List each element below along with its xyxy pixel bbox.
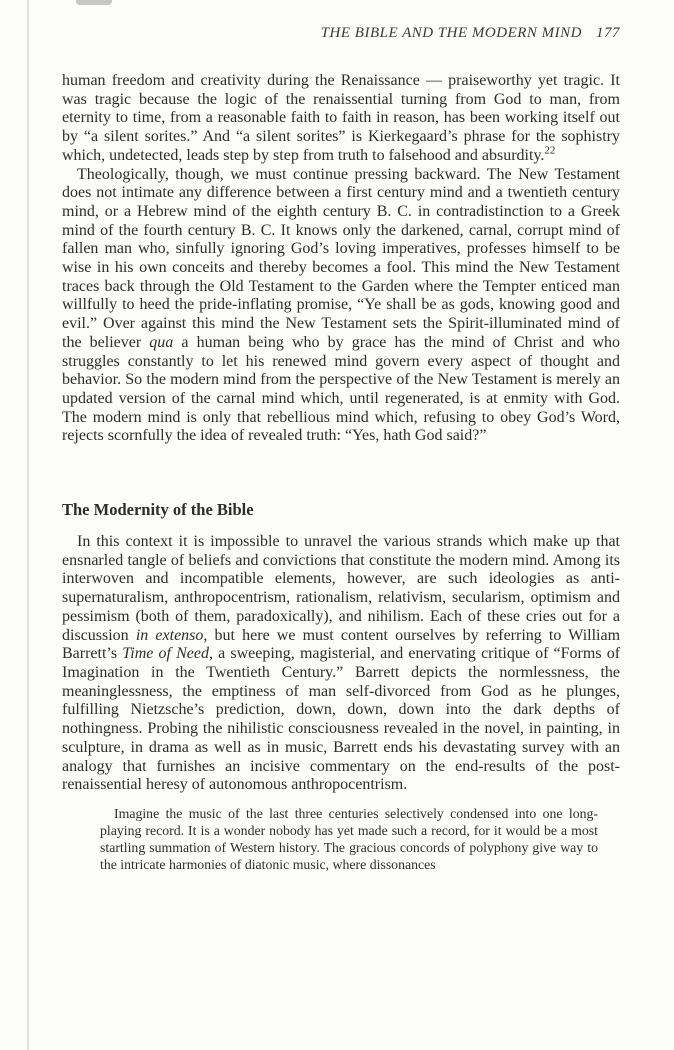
block-quote bbox=[100, 805, 598, 873]
text-run: human freedom and creativity during the Renaissance — praiseworthy yet tragic. It was tragic because the logic of the renaissential turning from God to man, from eternity to time, from a reasonable faith to faith in reason, has been working itself out by “a silent sorites.” And “a silent sorites” is Kierkegaard’s phrase for the sophistry which, undetected, leads step by step from truth to falsehood and absurdity. bbox=[62, 72, 620, 164]
paragraph bbox=[62, 166, 620, 447]
text-run: The Modernity of the Bible bbox=[62, 500, 254, 520]
section-heading bbox=[62, 500, 620, 519]
page-body bbox=[62, 72, 620, 873]
text-run: Imagine the music of the last three centuries selectively condensed into one long-playing record. It is a wonder nobody has yet made such a record, for it would be a most startling summation of Western history. The gracious concords of polyphony give way to the intricate harmonies of diatonic music, where dissonances bbox=[100, 805, 598, 872]
paragraph bbox=[62, 72, 620, 166]
paragraph bbox=[62, 533, 620, 795]
italic-run: Time of Need bbox=[122, 645, 209, 663]
text-run: In this context it is impossible to unravel the various strands which make up that ensnarled tangle of beliefs and convictions that constitute the modern mind. Among its interwoven and incompatible elements, however, are such ideologies as anti-supernaturalism, anthropocentrism, rationalism, relativism, secularism, optimism and pessimism (both of them, paradoxically), and nihilism. Each of these cries out for a discussion bbox=[62, 533, 620, 644]
italic-run: qua bbox=[149, 333, 174, 351]
italic-run: in extenso bbox=[135, 626, 204, 644]
footnote-ref: 22 bbox=[544, 144, 556, 157]
running-header bbox=[62, 25, 620, 42]
text-run: , a sweeping, magisterial, and enervating critique of “Forms of Imagination in the Twentieth Century.” Barrett depicts the normlessness, the meaninglessness, the emptiness of man self-divorced from God as he plunges, fulfilling Nietzsche’s prediction, down, down, down into the dark depths of nothingness. Probing the nihilistic consciousness revealed in the novel, in painting, in sculpture, in drama as well as in music, Barrett ends his devastating survey with an analogy that furnishes an incisive commentary on the end-results of the post-renaissential heresy of autonomous anthropocentrism. bbox=[62, 645, 621, 794]
text-run: a human being who by grace has the mind of Christ and who struggles constantly to let his renewed mind govern every aspect of thought and behavior. So the modern mind from the perspective of the New Testament is merely an updated version of the carnal mind which, until regenerated, is at enmity with God. The modern mind is only that rebellious mind which, refusing to obey God’s Word, rejects scornfully the idea of revealed truth: “Yes, hath God said?” bbox=[62, 333, 620, 445]
text-run: , but here we must content ourselves by referring to William Barrett’s bbox=[62, 626, 621, 663]
scan-artifact-smudge bbox=[76, 0, 112, 5]
text-run: Theologically, though, we must continue pressing backward. The New Testament does not intimate any difference between a first century mind and a twentieth century mind, or a Hebrew mind of the eighth century B. C. in contradistinction to a Greek mind of the fourth century B. C. It knows only the darkened, carnal, corrupt mind of fallen man who, sinfully ignoring God’s loving imperatives, professes himself to be wise in his own conceits and thereby becomes a fool. This mind the New Testament traces back through the Old Testament to the Garden where the Tempter enticed man willfully to heed the pride-inflating promise, “Ye shall be as gods, knowing good and evil.” Over against this mind the New Testament sets the Spirit-illuminated mind of the believer bbox=[62, 165, 620, 351]
page-number: 177 bbox=[596, 25, 620, 41]
scan-edge-line bbox=[27, 0, 29, 1050]
running-header-title: THE BIBLE AND THE MODERN MIND bbox=[320, 25, 582, 41]
